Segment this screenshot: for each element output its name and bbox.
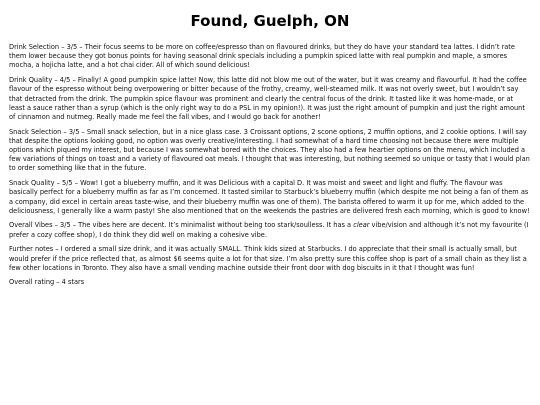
- overall-vibes-paragraph: [9, 221, 531, 239]
- vibes-emphasis: clear: [353, 221, 370, 230]
- drink-selection-paragraph: Drink Selection – 3/5 – Their focus seems to be more on coffee/espresso than on flavoured drinks, but they do have your standard tea lattes. I didn’t rate them lower because they got bonus points for having seasonal drink specials including a pumpkin spiced latte with real pumpkin and maple, a smores mocha, a hojicha latte, and a hot chai cider. All of which sound delicious!: [9, 43, 515, 70]
- drink-quality-paragraph: Drink Quality – 4/5 – Finally! A good pumpkin spice latte! Now, this latte did not blow me out of the water, but it was creamy and flavourful. It had the coffee flavour of the espresso without being overpowering or bitter because of the frothy, creamy, well-steamed milk. It was not overly sweet, but I wouldn’t say that detracted from the drink. The pumpkin spice flavour was prominent and clearly the central focus of the drink. It tasted like it was home-made, or at least a sauce rather than a syrup (which is the only right way to do a PSL in my opinion!). It was just the right amount of pumpkin and just the right amount of cinnamon and nutmeg. Really made me feel the fall vibes, and I would go back for another!: [9, 76, 527, 121]
- overall-rating: Overall rating – 4 stars: [9, 278, 85, 287]
- further-notes-paragraph: Further notes – I ordered a small size drink, and it was actually SMALL. Think kids sized at Starbucks. I do appreciate that their small is actually small, but would prefer if the price reflected that, as almost $6 seems quite a lot for that size. I’m also pretty sure this coffee shop is part of a small chain as they list a few other locations in Toronto. They also have a small vending machine outside their front door with dog biscuits in it that I thought was fun!: [9, 245, 527, 272]
- snack-selection-paragraph: Snack Selection – 3/5 – Small snack selection, but in a nice glass case. 3 Croissant options, 2 scone options, 2 muffin options, and 2 cookie options. I will say that despite the options looking good, no option was overly creative/interesting. I had somewhat of a hard time choosing not because there were multiple options which piqued my interest, but because I was somewhat bored with the choices. They also had a few heartier options on the menu, which included a few variations of things on toast and a variety of flavoured oat meals. I thought that was interesting, but nothing seemed so unique or tasty that I would plan to order something like that in the future.: [9, 127, 530, 173]
- vibes-text-after: vibe/vision and although it’s not my favourite (I prefer a cozy coffee shop), I do think they did well on making a cohesive vibe.: [9, 221, 529, 239]
- snack-quality-paragraph: Snack Quality – 5/5 – Wow! I got a blueberry muffin, and it was Delicious with a capital D. It was moist and sweet and light and fluffy. The flavour was basically perfect for a blueberry muffin as far as I’m concerned. It tasted similar to Starbuck’s blueberry muffin (which despite me not being a fan of them as a company, did excel in certain areas taste-wise, and their blueberry muffin was one of them). The barista offered to warm it up for me, which added to the deliciousness, I generally like a warm pasty! She also mentioned that on the weekends the pastries are delivered fresh each morning, which is good to know!: [9, 179, 530, 215]
- vibes-text-before: Overall Vibes – 3/5 – The vibes here are decent. It’s minimalist without being too stark/soulless. It has a: [9, 221, 354, 230]
- page-title: Found, Guelph, ON: [190, 12, 350, 30]
